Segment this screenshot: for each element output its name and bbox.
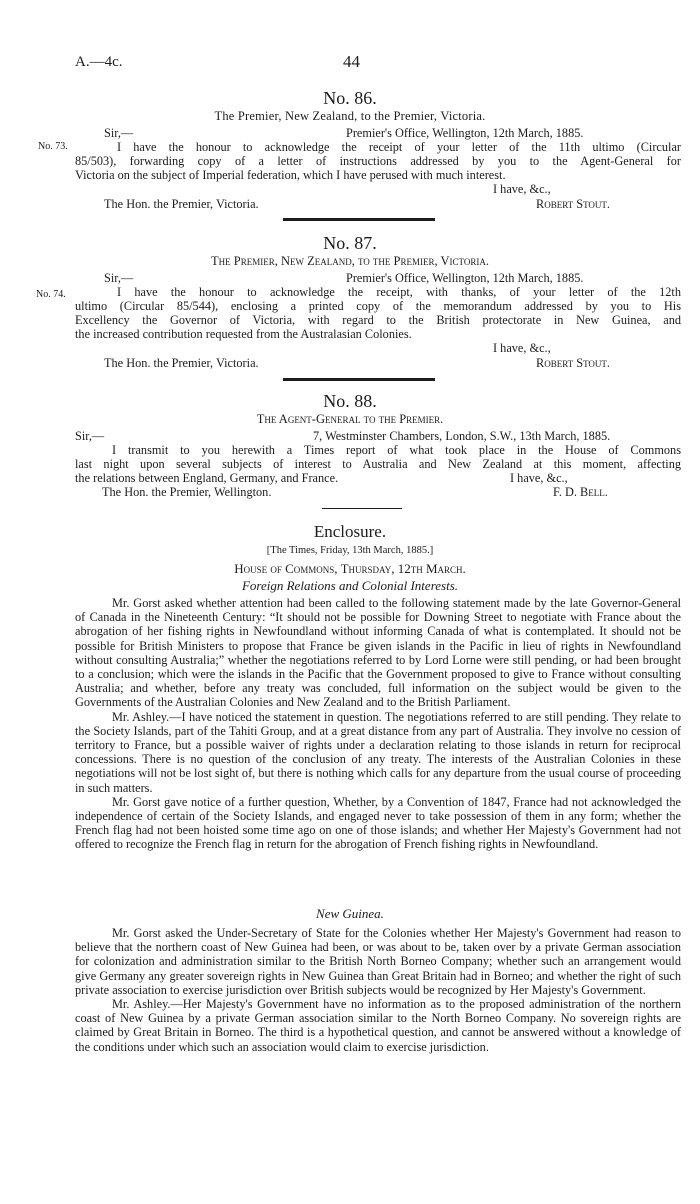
letter-86-addressee: The Hon. the Premier, Victoria. — [104, 197, 259, 211]
letter-87-margin-ref: No. 74. — [36, 289, 66, 300]
letter-87-heading: No. 87. — [323, 233, 377, 253]
letter-86-signature: Robert Stout. — [536, 197, 610, 211]
page-reference: A.—4c. — [75, 54, 123, 70]
letter-86-closing: I have, &c., — [493, 182, 551, 196]
gorst-notice-paragraph: Mr. Gorst gave notice of a further question, Whether, by a Convention of 1847, France had not acknowledged the independence of certain of the Society Islands, and engaged never to take possession of them in any form; whether the French flag had not been hoisted some time ago on one of those islands; and whether Her Majesty's Government had not offered to recognize the French flag in return for the abrogation of French fishing rights in Newfoundland. — [75, 794, 681, 852]
enclosure-house: House of Commons, Thursday, 12th March. — [234, 561, 466, 576]
letter-86-margin-ref: No. 73. — [38, 141, 68, 152]
page-number: 44 — [343, 52, 360, 71]
gorst-question-paragraph: Mr. Gorst asked whether attention had been called to the following statement made by the late Governor-General of Canada in the Nineteenth Century: “It should not be possible for Downing Street to negotiate with France about the abrogation of her fishing rights in Newfoundland without informing Canada of what is contemplated. It should not be possible for British Ministers to propose that France be given islands in the Pacific in lieu of rights in Newfoundland without consulting Australia;” whether the negotiations referred to by Lord Lorne were still pending, or had been brought to a conclusion; which were the islands in the Pacific that the Government proposed to give to France without consulting Australia; and whether, before any treaty was concluded, full information on the subject would be given to the Governments of the Australian Colonies and New Zealand and to the British Parliament. — [75, 596, 681, 710]
letter-88-from-to: The Agent-General to the Premier. — [256, 412, 444, 426]
letter-88-heading: No. 88. — [323, 391, 377, 411]
letter-86-salutation: Sir,— — [104, 126, 134, 140]
letter-87-addressee: The Hon. the Premier, Victoria. — [104, 356, 259, 370]
letter-86-from-to: The Premier, New Zealand, to the Premier, Victoria. — [214, 109, 486, 123]
letter-87-body-line-2: ultimo (Circular 85/544), enclosing a printed copy of the memorandum addressed by you to His — [75, 299, 681, 313]
ashley-new-guinea-answer: Mr. Ashley.—Her Majesty's Government have no information as to the proposed administration of the northern coast of New Guinea by a private German association similar to the North Borneo Company. No sovereign rights are claimed by Great Britain in Borneo. The third is a hypothetical question, and cannot be answered without a knowledge of the conditions under which such an association would claim to exercise jurisdiction. — [75, 997, 681, 1054]
gorst-new-guinea-question: Mr. Gorst asked the Under-Secretary of State for the Colonies whether Her Majesty's Government had reason to believe that the northern coast of New Guinea had been, or was about to be, taken over by a private German association for colonization and administration similar to the British North Borneo Company; whether such an arrangement would give Germany any greater sovereign rights in New Guinea than Great Britain had in Borneo; and whether the right of such private association to exercise jurisdiction over British subjects would be recognized by Her Majesty's Government. — [75, 926, 681, 997]
letter-88-address: 7, Westminster Chambers, London, S.W., 13th March, 1885. — [313, 429, 611, 443]
letter-87-closing: I have, &c., — [493, 341, 551, 355]
separator-rule — [283, 218, 435, 221]
separator-rule — [283, 378, 435, 381]
section-foreign-relations-body — [75, 596, 681, 852]
enclosure-title: Enclosure. — [313, 522, 387, 541]
section-new-guinea-title: New Guinea. — [316, 906, 384, 921]
letter-88-closing: I have, &c., — [510, 471, 568, 485]
letter-87-signature: Robert Stout. — [536, 356, 610, 370]
letter-88-salutation: Sir,— — [75, 429, 105, 443]
letter-87-from-to: The Premier, New Zealand, to the Premier, Victoria. — [210, 254, 490, 268]
letter-88-body-line-3: the relations between England, Germany, and France. — [75, 471, 339, 485]
letter-88-addressee: The Hon. the Premier, Wellington. — [102, 485, 272, 499]
enclosure-source: [The Times, Friday, 13th March, 1885.] — [266, 545, 434, 556]
section-foreign-relations-title: Foreign Relations and Colonial Interests. — [241, 578, 459, 593]
letter-86-body-line-3: Victoria on the subject of Imperial federation, which I have perused with much interest. — [75, 168, 506, 182]
letter-88-body-line-2: last night upon several subjects of interest to Australia and New Zealand at this moment, affecting — [75, 457, 681, 471]
letter-86-body-line-2: 85/503), forwarding copy of a letter of instructions addressed by you to the Agent-General for — [75, 154, 681, 168]
letter-86-body-line-1: I have the honour to acknowledge the receipt of your letter of the 11th ultimo (Circular — [117, 140, 681, 154]
letter-87-body-line-3: Excellency the Governor of Victoria, with regard to the British protectorate in New Guinea, and — [75, 313, 681, 327]
ashley-answer-paragraph: Mr. Ashley.—I have noticed the statement in question. The negotiations referred to are still pending. They relate to the Society Islands, part of the Tahiti Group, and at a great distance from any part of Australia. They involve no cession of territory to France, but a possible waiver of rights under a declaration relating to those islands in return for reciprocal concessions. There is no question of the conclusion of any treaty. The interests of the Australian Colonies in these negotiations will not be lost sight of, but there is nothing which calls for any departure from the usual course of proceeding in such matters. — [75, 709, 681, 795]
letter-86-address: Premier's Office, Wellington, 12th March, 1885. — [346, 126, 584, 140]
letter-87-salutation: Sir,— — [104, 271, 134, 285]
letter-86-heading: No. 86. — [323, 88, 377, 108]
letter-87-address: Premier's Office, Wellington, 12th March, 1885. — [346, 271, 584, 285]
letter-87-body-line-1: I have the honour to acknowledge the receipt, with thanks, of your letter of the 12th — [117, 285, 681, 299]
letter-87-body-line-4: the increased contribution requested from the Australasian Colonies. — [75, 327, 412, 341]
letter-88-signature: F. D. Bell. — [553, 485, 608, 499]
short-separator-rule — [322, 508, 402, 509]
section-new-guinea-body — [75, 926, 681, 1054]
letter-88-body-line-1: I transmit to you herewith a Times report of what took place in the House of Commons — [112, 443, 681, 457]
